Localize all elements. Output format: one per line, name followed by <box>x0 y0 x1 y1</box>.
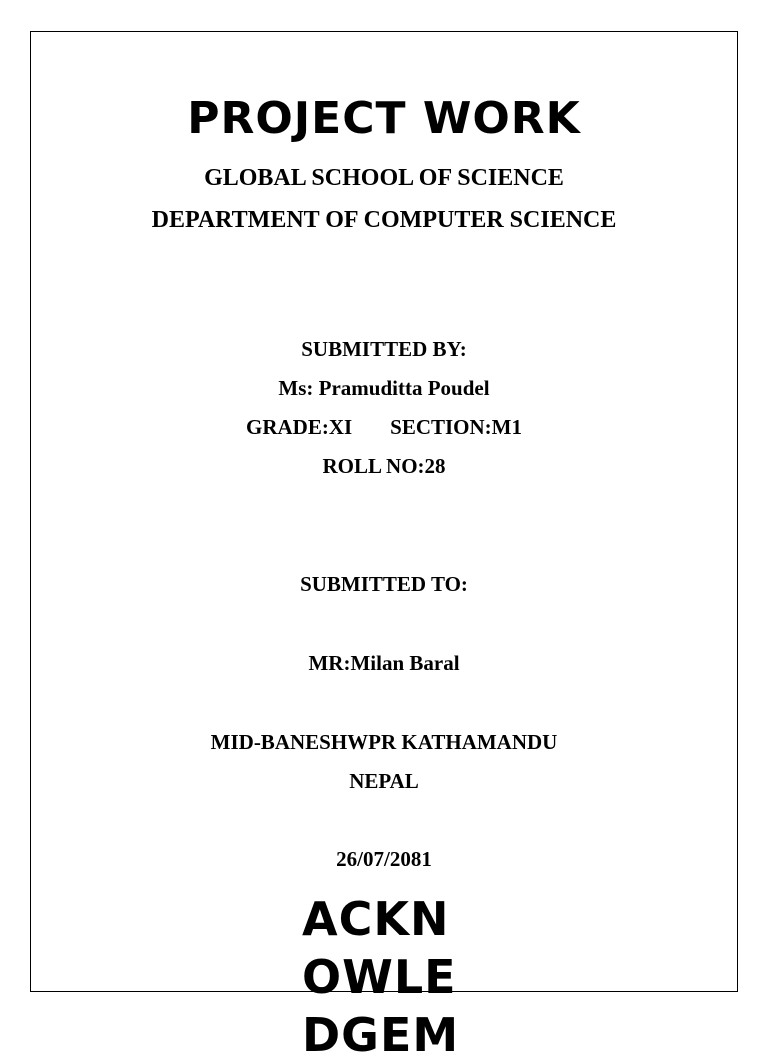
grade-text: GRADE:XI <box>245 415 353 439</box>
roll-number: ROLL NO:28 <box>322 454 446 478</box>
project-title: PROJECT WORK <box>187 93 581 144</box>
country-line: NEPAL <box>349 769 419 793</box>
submission-date: 26/07/2081 <box>336 847 432 871</box>
teacher-name: MR:Milan Baral <box>308 651 460 675</box>
grade-section-row <box>0 414 768 440</box>
submitted-to-label: SUBMITTED TO: <box>300 572 468 596</box>
student-name: Ms: Pramuditta Poudel <box>278 376 490 400</box>
department-name: DEPARTMENT OF COMPUTER SCIENCE <box>151 207 617 233</box>
school-name: GLOBAL SCHOOL OF SCIENCE <box>204 165 564 191</box>
acknowledgement-heading <box>302 890 459 1064</box>
ack-line-2: OWLE <box>302 950 457 1004</box>
ack-line-3: DGEM <box>302 1008 460 1062</box>
address-line: MID-BANESHWPR KATHAMANDU <box>210 730 558 754</box>
ack-line-1: ACKN <box>302 892 450 946</box>
submitted-by-label: SUBMITTED BY: <box>301 337 467 361</box>
section-text: SECTION:M1 <box>390 415 523 439</box>
